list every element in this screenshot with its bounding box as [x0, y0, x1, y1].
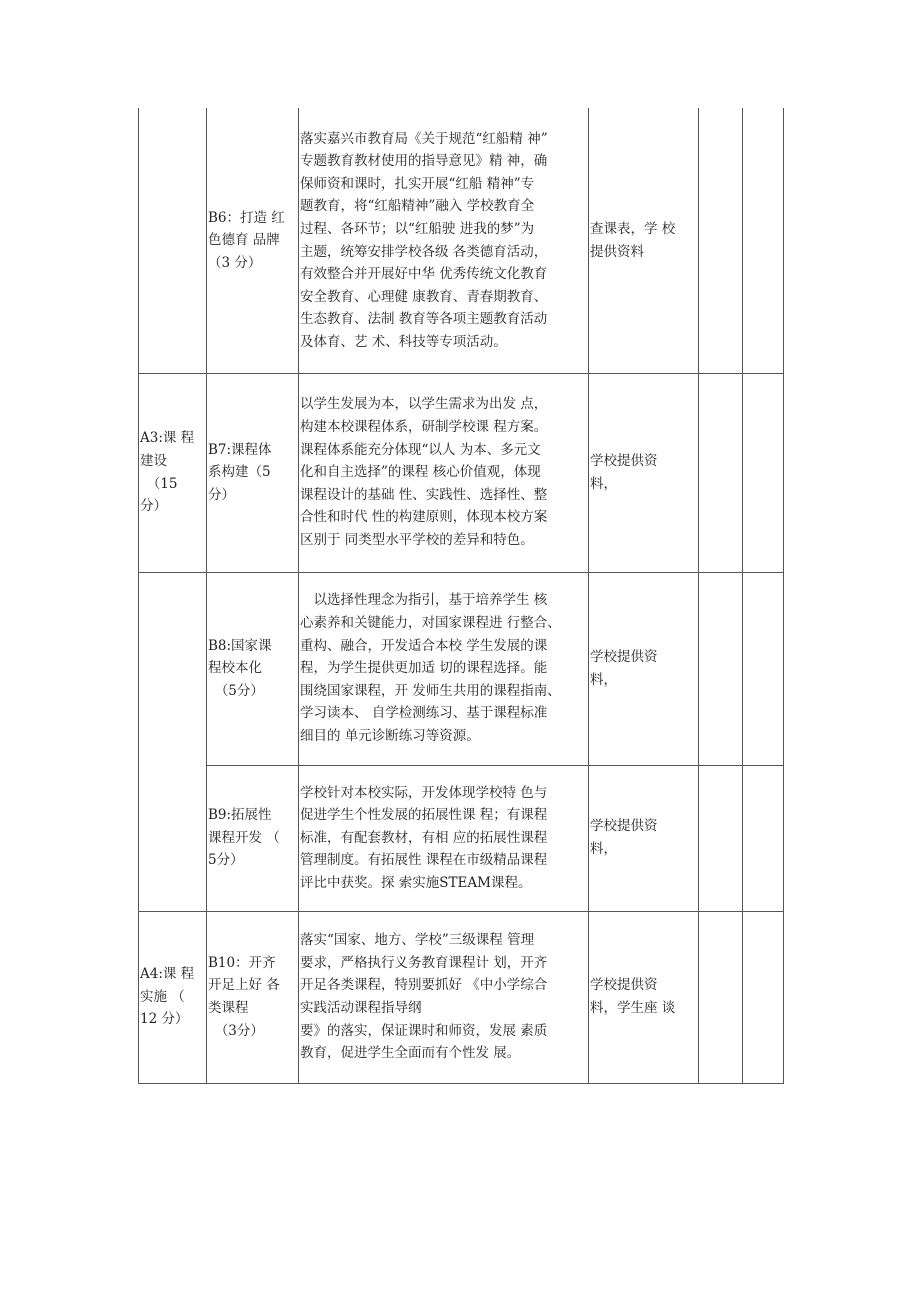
score-cell [698, 572, 742, 765]
table-border [138, 911, 784, 912]
category-a-cell [138, 373, 206, 572]
category-b-cell-line: 开足上好 各 [208, 977, 280, 994]
table-border [138, 572, 784, 573]
category-b-cell-line: B10：开齐 [208, 954, 276, 971]
criteria-cell-line: 评比中获奖。探 索实施STEAM课程。 [300, 874, 532, 891]
criteria-cell-line: 主题，统筹安排学校各级 各类德育活动， [300, 243, 548, 260]
criteria-cell-line: 细目的 单元诊断练习等资源。 [300, 727, 480, 744]
method-cell-line: 学校提供资 [590, 818, 658, 835]
criteria-cell-line: 生态教育、法制 教育等各项主题教育活动 [300, 311, 548, 328]
criteria-cell-line: 题教育，将“红船精神”融入 学校教育全 [300, 198, 535, 215]
criteria-cell-line: 学校针对本校实际，开发体现学校特 色与 [300, 784, 548, 801]
category-b-cell-line: 课程开发 （ [208, 829, 280, 846]
criteria-cell-line: 心素养和关键能力，对国家课程进 行整合、 [300, 615, 561, 632]
method-cell-line: 料， [590, 841, 617, 857]
method-cell [588, 572, 698, 765]
method-cell-line: 提供资料 [590, 243, 644, 260]
score-cell [698, 911, 742, 1083]
table-border [138, 1083, 784, 1084]
criteria-cell-line: 以选择性理念为指引，基于培养学生 核 [300, 592, 548, 609]
method-cell [588, 911, 698, 1083]
category-b-cell-line: B8:国家课 [208, 637, 272, 654]
criteria-cell [298, 373, 588, 572]
criteria-cell-line: 要》的落实，保证课时和师资，发展 素质 [300, 1022, 548, 1039]
criteria-cell-line: 以学生发展为本，以学生需求为出发 点， [300, 396, 548, 413]
criteria-cell-line: 安全教育、心理健 康教育、青春期教育、 [300, 288, 548, 305]
category-b-cell [206, 572, 298, 765]
category-b-cell [206, 373, 298, 572]
method-cell-line: 料， [590, 475, 617, 492]
category-b-cell-line: 5分） [208, 852, 244, 869]
criteria-cell-line: 教育，促进学生全面而有个性发 展。 [300, 1045, 521, 1062]
method-cell-line: 料，学生座 谈 [590, 1000, 676, 1016]
criteria-cell-line: 保师资和课时，扎实开展“红船 精神”专 [300, 175, 535, 192]
score-cell [698, 373, 742, 572]
method-cell-line: 料， [590, 671, 617, 688]
criteria-cell [298, 765, 588, 911]
category-b-cell-line: 分） [208, 486, 235, 503]
criteria-cell-line: 专题教育教材使用的指导意见》精 神，确 [300, 153, 548, 170]
table-border [783, 108, 784, 1084]
table-border [588, 108, 589, 1084]
criteria-cell-line: 及体育、艺 术、科技等专项活动。 [300, 333, 507, 350]
table-border [698, 108, 699, 1084]
category-a-cell-line: A3:课 程 [140, 430, 195, 447]
criteria-cell-line: 程，为学生提供更加适 切的课程选择。能 [300, 660, 548, 677]
remark-cell [742, 373, 783, 572]
method-cell-line: 学校提供资 [590, 648, 658, 665]
criteria-cell-line: 区别于 同类型水平学校的差异和特色。 [300, 531, 534, 548]
category-a-cell [138, 108, 206, 373]
table-border [742, 108, 743, 1084]
category-a-cell-line: 建设 [140, 452, 167, 469]
method-cell-line: 学校提供资 [590, 452, 658, 469]
category-a-cell-line: 12 分） [140, 1011, 189, 1028]
criteria-cell-line: 合性和时代 性的构建原则，体现本校方案 [300, 509, 548, 526]
category-a-cell-line: （15 [140, 475, 178, 492]
remark-cell [742, 765, 783, 911]
criteria-cell-line: 课程设计的基础 性、实践性、选择性、整 [300, 486, 548, 503]
criteria-cell-line: 落实“国家、地方、学校”三级课程 管理 [300, 932, 535, 949]
score-cell [698, 765, 742, 911]
criteria-cell [298, 911, 588, 1083]
table-border [206, 765, 784, 766]
criteria-cell-line: 落实嘉兴市教育局《关于规范“红船精 神” [300, 130, 548, 147]
method-cell-line: 学校提供资 [590, 977, 658, 994]
category-a-cell [138, 572, 206, 911]
table-border [298, 108, 299, 1084]
criteria-cell-line: 促进学生个性发展的拓展性课 程；有课程 [300, 807, 548, 824]
method-cell-line: 查课表，学 校 [590, 220, 676, 237]
method-cell [588, 373, 698, 572]
category-b-cell-line: （3 分） [208, 254, 262, 271]
criteria-cell [298, 572, 588, 765]
remark-cell [742, 108, 783, 373]
criteria-cell-line: 实践活动课程指导纲 [300, 1000, 422, 1016]
category-b-cell-line: B9:拓展性 [208, 807, 272, 824]
remark-cell [742, 572, 783, 765]
category-a-cell [138, 911, 206, 1083]
category-a-cell-line: 实施 （ [140, 988, 185, 1005]
criteria-cell-line: 重构、融合，开发适合本校 学生发展的课 [300, 637, 548, 654]
category-b-cell [206, 911, 298, 1083]
method-cell [588, 108, 698, 373]
category-a-cell-line: 分） [140, 498, 167, 515]
category-b-cell-line: （5分） [208, 682, 264, 699]
criteria-cell-line: 学习读本、 自学检测练习、基于课程标准 [300, 705, 548, 722]
score-cell [698, 108, 742, 373]
criteria-cell-line: 标准，有配套教材，有相 应的拓展性课程 [300, 829, 548, 846]
category-b-cell-line: 类课程 [208, 1000, 249, 1016]
criteria-cell [298, 108, 588, 373]
criteria-cell-line: 过程、各环节；以“红船驶 进我的梦”为 [300, 220, 535, 237]
method-cell [588, 765, 698, 911]
category-b-cell-line: 系构建（5 [208, 464, 271, 481]
category-b-cell-line: （3分） [208, 1022, 264, 1039]
category-b-cell [206, 108, 298, 373]
criteria-cell-line: 开足各类课程，特别要抓好 《中小学综合 [300, 977, 548, 994]
category-b-cell [206, 765, 298, 911]
table-border [138, 108, 139, 1084]
criteria-cell-line: 要求，严格执行义务教育课程计 划，开齐 [300, 954, 548, 971]
remark-cell [742, 911, 783, 1083]
criteria-cell-line: 有效整合并开展好中华 优秀传统文化教育 [300, 266, 548, 283]
category-b-cell-line: 程校本化 [208, 660, 262, 677]
criteria-cell-line: 化和自主选择”的课程 核心价值观，体现 [300, 464, 541, 481]
category-b-cell-line: 色德育 品牌 [208, 232, 280, 249]
table-border [138, 373, 784, 374]
category-b-cell-line: B7:课程体 [208, 441, 272, 458]
criteria-cell-line: 课程体系能充分体现“以人 为本、多元文 [300, 441, 541, 458]
criteria-cell-line: 围绕国家课程，开 发师生共用的课程指南、 [300, 682, 561, 699]
table-border [206, 108, 207, 1084]
criteria-cell-line: 管理制度。有拓展性 课程在市级精品课程 [300, 852, 548, 869]
category-a-cell-line: A4:课 程 [140, 966, 195, 983]
category-b-cell-line: B6：打造 红 [208, 209, 285, 226]
criteria-cell-line: 构建本校课程体系，研制学校课 程方案。 [300, 419, 548, 436]
